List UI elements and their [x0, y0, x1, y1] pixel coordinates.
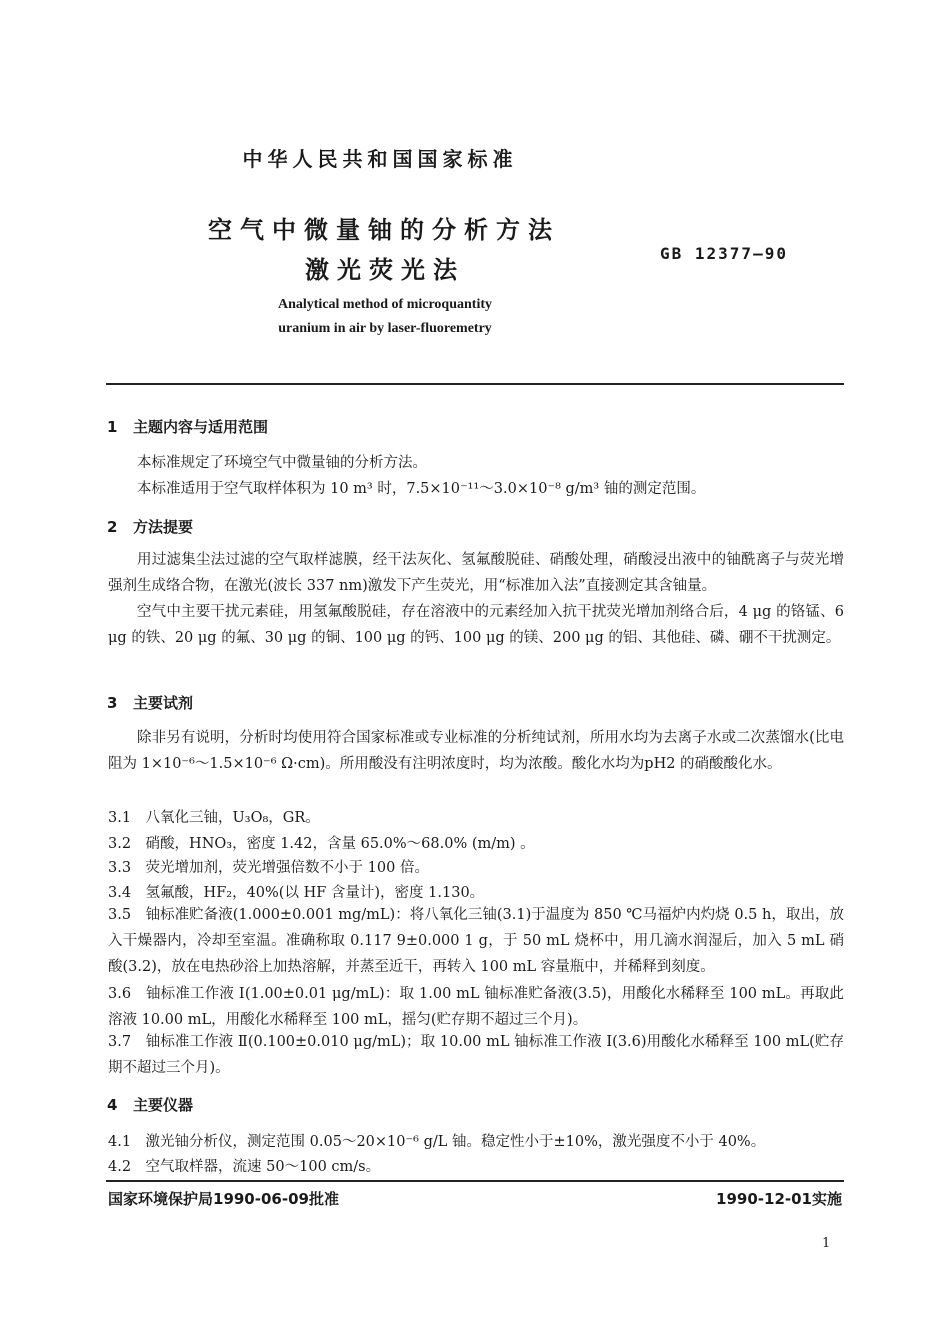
reagent-item: 3.6 铀标准工作液 Ⅰ(1.00±0.01 μg/mL)：取 1.00 mL 铀标准贮备液(3.5)，用酸化水稀释至 100 mL。再取此溶液 10.00 mL，用酸化水稀释至 100 mL，摇匀(贮存期不超过三个月)。: [108, 986, 844, 1028]
section-number: 4: [107, 1096, 118, 1114]
section-title: 主要仪器: [133, 1096, 194, 1114]
instrument-item: 4.1 激光铀分析仪，测定范围 0.05～20×10⁻⁶ g/L 铀。稳定性小于±10%，激光强度不小于 40%。: [108, 1134, 766, 1150]
reagent-item: 3.5 铀标准贮备液(1.000±0.001 mg/mL)：将八氧化三铀(3.1)于温度为 850 ℃马福炉内灼烧 0.5 h，取出，放入干燥器内，冷却至室温。准确称取 0.117 9±0.000 1 g，于 50 mL 烧杯中，用几滴水润湿后，加入 5 mL 硝酸(3.2)，放在电热砂浴上加热溶解，并蒸至近干，再转入 100 mL 容量瓶中，并稀释到刻度。: [108, 907, 844, 975]
reagent-item: 3.3 荧光增加剂，荧光增强倍数不小于 100 倍。: [108, 860, 429, 876]
standard-code: GB 12377—90: [660, 244, 788, 263]
reagent-item: 3.4 氢氟酸，HF₂，40%(以 HF 含量计)，密度 1.130。: [108, 885, 485, 901]
section-1-heading: [107, 416, 268, 437]
page-number: 1: [822, 1236, 831, 1251]
paragraph: 本标准规定了环境空气中微量铀的分析方法。: [137, 455, 427, 471]
paragraph: 空气中主要干扰元素硅，用氢氟酸脱硅，存在溶液中的元素经加入抗干扰荧光增加剂络合后，4 μg 的铬锰、6 μg 的铁、20 μg 的氟、30 μg 的铜、100 μg 的钙、100 μg 的镁、200 μg 的铝、其他硅、磷、硼不干扰测定。: [108, 604, 844, 646]
section-number: 3: [107, 694, 118, 712]
document-title-line1: 空气中微量铀的分析方法: [208, 216, 560, 244]
header-divider: [106, 383, 844, 385]
section-title: 主题内容与适用范围: [133, 418, 269, 436]
approval-date: 国家环境保护局1990-06-09批准: [108, 1190, 339, 1208]
footer-divider: [106, 1180, 844, 1182]
document-title-line2: 激光荧光法: [305, 256, 465, 284]
english-title-line1: Analytical method of microquantity: [277, 297, 492, 312]
reagent-item: 3.7 铀标准工作液 Ⅱ(0.100±0.010 μg/mL)；取 10.00 mL 铀标准工作液 Ⅰ(3.6)用酸化水稀释至 100 mL(贮存期不超过三个月)。: [108, 1034, 844, 1076]
english-title-line2: uranium in air by laser-fluoremetry: [278, 321, 492, 336]
effective-date: 1990-12-01实施: [716, 1190, 842, 1208]
instrument-item: 4.2 空气取样器，流速 50～100 cm/s。: [108, 1159, 381, 1175]
section-title: 方法提要: [133, 518, 194, 536]
section-3-heading: [107, 692, 193, 713]
standard-header: 中华人民共和国国家标准: [242, 147, 518, 171]
section-4-heading: [107, 1094, 193, 1115]
section-2-heading: [107, 516, 193, 537]
section-number: 1: [107, 418, 118, 436]
paragraph: 本标准适用于空气取样体积为 10 m³ 时，7.5×10⁻¹¹～3.0×10⁻⁸ g/m³ 铀的测定范围。: [137, 481, 706, 497]
reagent-item: 3.2 硝酸，HNO₃，密度 1.42，含量 65.0%～68.0% (m/m) 。: [108, 836, 535, 852]
paragraph: 用过滤集尘法过滤的空气取样滤膜，经干法灰化、氢氟酸脱硅、硝酸处理，硝酸浸出液中的铀酰离子与荧光增强剂生成络合物，在激光(波长 337 nm)激发下产生荧光，用“标准加入法”直接测定其含铀量。: [108, 552, 844, 594]
reagent-item: 3.1 八氧化三铀，U₃O₈，GR。: [108, 810, 320, 826]
section-title: 主要试剂: [133, 694, 194, 712]
section-number: 2: [107, 518, 118, 536]
paragraph: 除非另有说明，分析时均使用符合国家标准或专业标准的分析纯试剂，所用水均为去离子水或二次蒸馏水(比电阻为 1×10⁻⁶～1.5×10⁻⁶ Ω·cm)。所用酸没有注明浓度时，均为浓酸。酸化水均为pH2 的硝酸酸化水。: [108, 730, 844, 772]
